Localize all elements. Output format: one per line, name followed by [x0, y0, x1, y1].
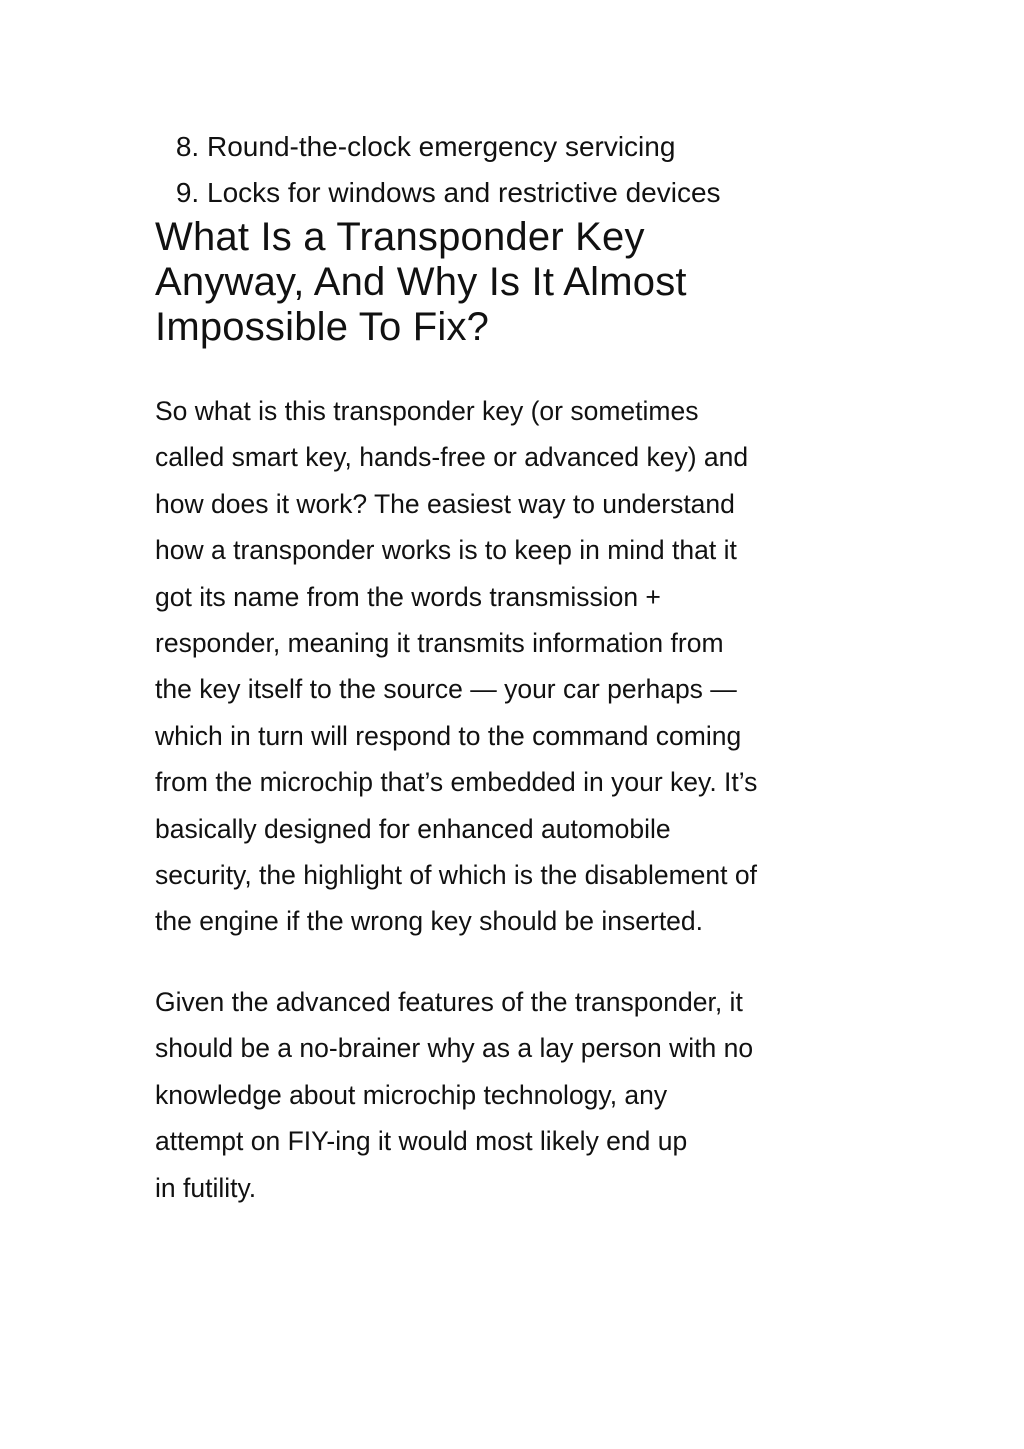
- list-item-number-wrap: [155, 170, 207, 216]
- heading-line: Anyway, And Why Is It Almost: [155, 260, 687, 304]
- paragraph-line: responder, meaning it transmits information from: [155, 628, 724, 659]
- list-item-text: Locks for windows and restrictive devices: [207, 177, 721, 208]
- paragraph-line: how does it work? The easiest way to understand: [155, 488, 735, 519]
- paragraph-line: So what is this transponder key (or sometimes: [155, 396, 699, 426]
- list-item-number: 9.: [175, 177, 200, 208]
- section-heading: [155, 215, 875, 350]
- paragraph-line: security, the highlight of which is the disablement of: [155, 860, 757, 891]
- heading-line: Impossible To Fix?: [155, 305, 490, 349]
- paragraph-line: attempt on FIY-ing it would most likely end up: [155, 1126, 688, 1157]
- list-item-number: 8.: [175, 131, 200, 162]
- list-item-number-wrap: [155, 124, 207, 170]
- paragraph-line: the key itself to the source — your car perhaps —: [155, 674, 737, 705]
- list-item: [155, 170, 875, 216]
- paragraph-line: basically designed for enhanced automobile: [155, 813, 671, 844]
- list-item: [155, 124, 875, 170]
- paragraph-line: Given the advanced features of the transponder, it: [155, 987, 743, 1017]
- paragraph-line: how a transponder works is to keep in mind that it: [155, 535, 737, 566]
- paragraph-fiy-futility: [155, 979, 875, 1211]
- paragraph-line: from the microchip that’s embedded in your key. It’s: [155, 767, 758, 798]
- paragraph-line: called smart key, hands-free or advanced key) and: [155, 442, 749, 473]
- services-list: [155, 124, 875, 216]
- paragraph-line: which in turn will respond to the command coming: [155, 720, 742, 751]
- paragraph-line: the engine if the wrong key should be inserted.: [155, 906, 704, 937]
- paragraph-line: in futility.: [155, 1172, 257, 1203]
- paragraph-line: should be a no-brainer why as a lay person with no: [155, 1033, 754, 1064]
- paragraph-line: knowledge about microchip technology, any: [155, 1079, 668, 1110]
- heading-line: What Is a Transponder Key: [155, 215, 645, 259]
- paragraph-line: got its name from the words transmission +: [155, 581, 661, 612]
- paragraph-transponder-explanation: [155, 388, 875, 945]
- list-item-text: Round-the-clock emergency servicing: [207, 131, 676, 162]
